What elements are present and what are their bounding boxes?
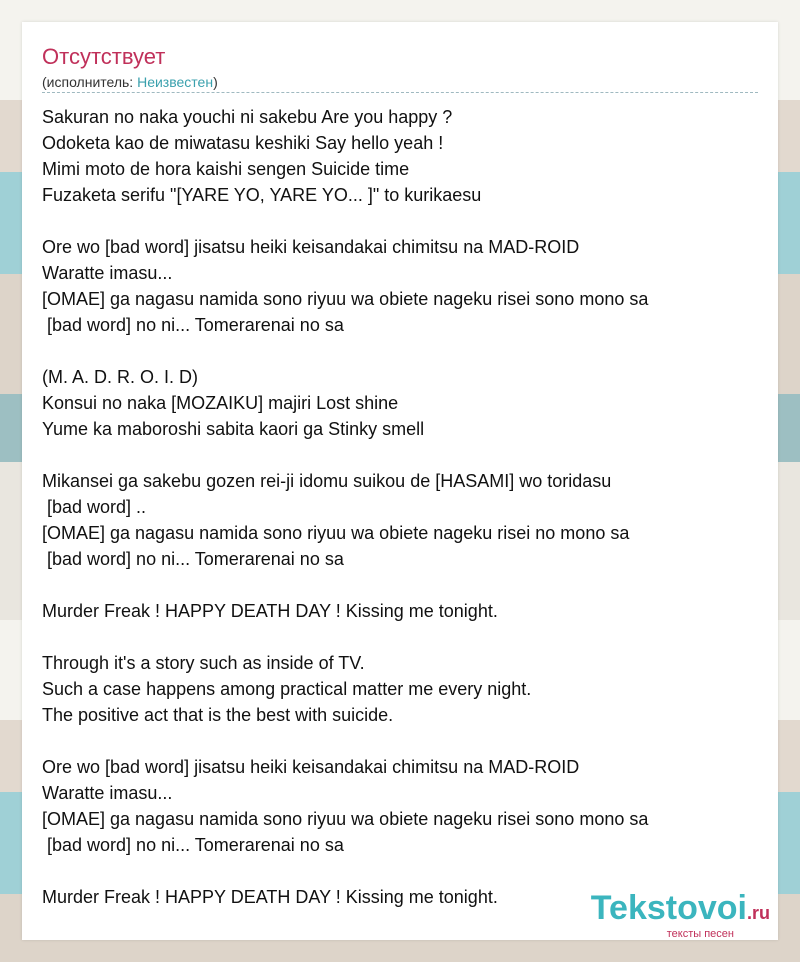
lyric-line: [bad word] no ni... Tomerarenai no sa [42,549,344,569]
lyric-line: Ore wo [bad word] jisatsu heiki keisandakai chimitsu na MAD-ROID [42,237,580,257]
lyric-line: Such a case happens among practical matter me every night. [42,679,532,699]
lyric-line: Waratte imasu... [42,783,173,803]
lyrics-text [42,104,762,910]
lyric-line [42,338,762,364]
lyric-line [42,624,762,650]
artist-line [42,74,218,90]
lyric-line: (M. A. D. R. O. I. D) [42,367,199,387]
lyric-line: Konsui no naka [MOZAIKU] majiri Lost shine [42,393,399,413]
artist-prefix: (исполнитель: [42,74,138,90]
lyric-line: [OMAE] ga nagasu namida sono riyuu wa obiete nageku risei sono mono sa [42,809,649,829]
lyric-line: Odoketa kao de miwatasu keshiki Say hello yeah ! [42,133,444,153]
logo-name: Tekstovoi [590,889,747,927]
lyric-line: Through it's a story such as inside of TV. [42,653,365,673]
lyric-line: [bad word] no ni... Tomerarenai no sa [42,835,344,855]
artist-link[interactable]: Неизвестен [137,74,214,90]
song-title: Отсутствует [42,44,166,69]
lyric-line [42,208,762,234]
lyric-line: [bad word] .. [42,497,147,517]
header-divider [42,92,758,93]
lyric-line: [OMAE] ga nagasu namida sono riyuu wa obiete nageku risei sono mono sa [42,289,649,309]
lyric-line: [OMAE] ga nagasu namida sono riyuu wa obiete nageku risei no mono sa [42,523,630,543]
lyric-line: The positive act that is the best with suicide. [42,705,394,725]
lyric-line [42,572,762,598]
lyric-line: Ore wo [bad word] jisatsu heiki keisandakai chimitsu na MAD-ROID [42,757,580,777]
lyric-line: Mimi moto de hora kaishi sengen Suicide time [42,159,410,179]
lyric-line: Fuzaketa serifu "[YARE YO, YARE YO... ]" to kurikaesu [42,185,482,205]
lyric-line: Mikansei ga sakebu gozen rei-ji idomu suikou de [HASAMI] wo toridasu [42,471,612,491]
lyrics-card [22,22,778,940]
site-logo[interactable] [591,891,770,940]
lyric-line: Waratte imasu... [42,263,173,283]
lyric-line: Yume ka maboroshi sabita kaori ga Stinky smell [42,419,425,439]
lyric-line [42,728,762,754]
lyric-line: [bad word] no ni... Tomerarenai no sa [42,315,344,335]
logo-tld: .ru [746,903,770,923]
lyric-line: Sakuran no naka youchi ni sakebu Are you happy ? [42,107,453,127]
lyric-line: Murder Freak ! HAPPY DEATH DAY ! Kissing me tonight. [42,601,498,621]
artist-suffix: ) [213,74,218,90]
lyric-line [42,858,762,884]
lyric-line: Murder Freak ! HAPPY DEATH DAY ! Kissing me tonight. [42,887,498,907]
lyric-line [42,442,762,468]
logo-tagline: тексты песен [666,928,734,940]
